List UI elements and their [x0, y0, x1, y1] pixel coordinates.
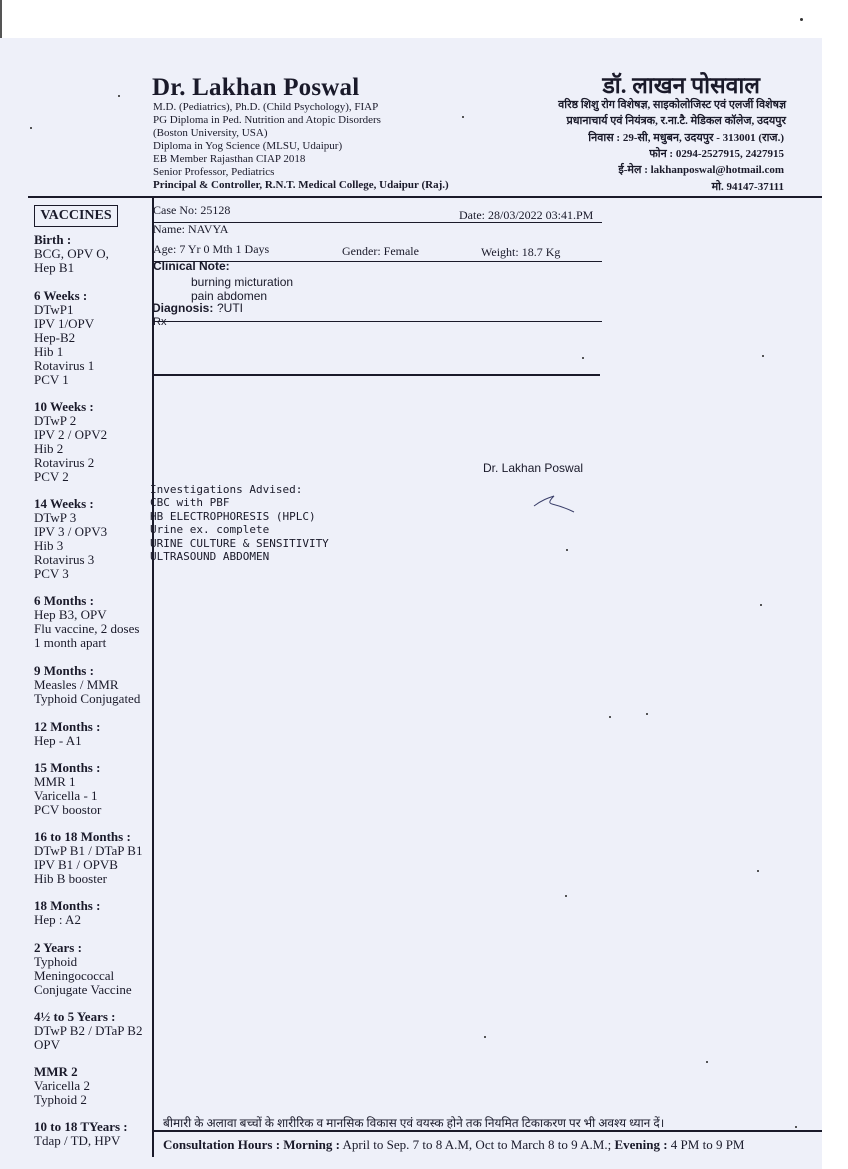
vaccine-item: IPV 2 / OPV2: [34, 427, 108, 442]
consultation-hours: [163, 1137, 745, 1153]
evening-hours: 4 PM to 9 PM: [670, 1137, 745, 1152]
vaccine-group-heading: 6 Months :: [34, 593, 94, 608]
vaccine-item: Hib 1: [34, 344, 64, 359]
vaccine-group-heading: 6 Weeks :: [34, 288, 88, 303]
doctor-name-english: Dr. Lakhan Poswal: [152, 74, 360, 101]
patient-gender: Gender: Female: [342, 244, 419, 258]
evening-label: Evening :: [614, 1137, 668, 1152]
vaccine-group: [34, 594, 139, 650]
qualification-line: EB Member Rajasthan CIAP 2018: [153, 153, 306, 165]
vaccine-item: 1 month apart: [34, 635, 107, 650]
vaccine-item: PCV boostor: [34, 802, 102, 817]
scan-speck: [757, 870, 759, 872]
vaccine-group: [34, 497, 107, 581]
vaccine-item: Hib B booster: [34, 871, 107, 886]
footer-hindi-note: बीमारी के अलावा बच्चों के शारीरिक व मानसिक विकास एवं वयस्क होने तक नियमित टिकाकरण पर भी अवश्य ध्यान दें।: [163, 1116, 665, 1130]
vaccine-item: Typhoid: [34, 954, 78, 969]
doctor-name-hindi: डॉ. लाखन पोसवाल: [602, 73, 760, 98]
vaccine-item: OPV: [34, 1037, 61, 1052]
hindi-letterhead-line: वरिष्ठ शिशु रोग विशेषज्ञ, साइकोलोजिस्ट एवं एलर्जी विशेषज्ञ: [558, 99, 786, 111]
vaccine-group-heading: Birth :: [34, 232, 72, 247]
vaccine-item: DTwP1: [34, 302, 74, 317]
scan-speck: [706, 1061, 708, 1063]
vaccine-group-heading: 10 Weeks :: [34, 399, 94, 414]
vaccine-group: [34, 830, 142, 886]
investigation-item: URINE CULTURE & SENSITIVITY: [150, 537, 329, 550]
diagnosis-label: Diagnosis:: [152, 301, 214, 315]
case-number: Case No: 25128: [153, 203, 231, 217]
vaccine-group: [34, 664, 140, 706]
clinical-note-line: burning micturation: [191, 275, 294, 289]
rx-bottom-rule: [152, 374, 600, 376]
qualification-line: Diploma in Yog Science (MLSU, Udaipur): [153, 140, 343, 152]
vaccine-group-heading: 18 Months :: [34, 898, 101, 913]
vaccine-item: Rotavirus 2: [34, 455, 95, 470]
scan-speck: [462, 116, 464, 118]
visit-date: Date: 28/03/2022 03:41.PM: [459, 208, 594, 222]
vaccine-item: DTwP B2 / DTaP B2: [34, 1023, 143, 1038]
investigation-item: Urine ex. complete: [150, 523, 270, 536]
scan-speck: [566, 549, 568, 551]
scan-speck: [646, 713, 648, 715]
vaccine-item: Varicella 2: [34, 1078, 90, 1093]
vaccine-group-heading: 9 Months :: [34, 663, 94, 678]
vaccine-item: Hep B1: [34, 260, 75, 275]
vaccine-group: [34, 761, 101, 817]
vaccine-group: [34, 941, 132, 997]
investigation-item: ULTRASOUND ABDOMEN: [150, 550, 270, 563]
vaccine-item: Hib 2: [34, 441, 64, 456]
vaccine-item: IPV 3 / OPV3: [34, 524, 108, 539]
vaccine-item: Tdap / TD, HPV: [34, 1133, 121, 1148]
vaccine-group: [34, 289, 94, 387]
qualification-line: (Boston University, USA): [153, 127, 268, 139]
vaccine-item: DTwP 2: [34, 413, 77, 428]
clinical-note-line: pain abdomen: [191, 289, 268, 303]
patient-weight: Weight: 18.7 Kg: [481, 245, 561, 259]
diagnosis-rule: [152, 321, 602, 322]
patient-name: Name: NAVYA: [153, 222, 229, 236]
scan-speck: [609, 716, 611, 718]
rx-symbol: Rx: [153, 316, 167, 328]
vaccine-item: Conjugate Vaccine: [34, 982, 132, 997]
clinical-note-label: Clinical Note:: [153, 259, 230, 273]
vaccine-item: DTwP 3: [34, 510, 77, 525]
vaccine-item: MMR 1: [34, 774, 76, 789]
scan-speck: [118, 95, 120, 97]
qualification-line: Senior Professor, Pediatrics: [153, 166, 275, 178]
hindi-letterhead-line: प्रधानाचार्य एवं नियंत्रक, र.ना.टै. मेडिकल कॉलेज, उदयपुर: [566, 115, 786, 127]
vaccine-group: [34, 720, 100, 748]
qualification-line: PG Diploma in Ped. Nutrition and Atopic Disorders: [153, 114, 381, 126]
vaccine-item: IPV B1 / OPVB: [34, 857, 118, 872]
hindi-address-line: निवास : 29-सी, मधुबन, उदयपुर - 313001 (राज.): [588, 132, 784, 144]
patient-age: Age: 7 Yr 0 Mth 1 Days: [153, 242, 270, 256]
vaccine-item: Rotavirus 3: [34, 552, 95, 567]
scan-speck: [30, 127, 32, 129]
signature-name: Dr. Lakhan Poswal: [483, 461, 584, 475]
investigation-item: HB ELECTROPHORESIS (HPLC): [150, 510, 316, 523]
vaccine-item: Hep B3, OPV: [34, 607, 107, 622]
vaccine-group-heading: 15 Months :: [34, 760, 101, 775]
vaccine-item: PCV 1: [34, 372, 69, 387]
vaccine-item: Varicella - 1: [34, 788, 98, 803]
morning-label: Morning :: [283, 1137, 340, 1152]
vaccine-group: [34, 233, 109, 275]
vaccine-group: [34, 899, 100, 927]
vaccine-group: [34, 1065, 90, 1107]
scan-speck: [795, 1126, 797, 1128]
qualification-line: M.D. (Pediatrics), Ph.D. (Child Psychology), FIAP: [153, 101, 379, 113]
hindi-phone-line: फोन : 0294-2527915, 2427915: [649, 148, 784, 160]
vaccine-group-heading: 16 to 18 Months :: [34, 829, 131, 844]
vaccine-group-heading: 4½ to 5 Years :: [34, 1009, 116, 1024]
scan-edge-mark: [0, 0, 2, 38]
vaccine-item: PCV 2: [34, 469, 69, 484]
vaccine-group-heading: MMR 2: [34, 1064, 78, 1079]
vaccine-group-heading: 14 Weeks :: [34, 496, 94, 511]
vaccine-group-heading: 10 to 18 TYears :: [34, 1119, 128, 1134]
vaccine-item: Flu vaccine, 2 doses: [34, 621, 140, 636]
vaccine-group: [34, 1120, 128, 1148]
scan-speck: [760, 604, 762, 606]
vaccine-item: IPV 1/OPV: [34, 316, 95, 331]
vaccine-item: Rotavirus 1: [34, 358, 95, 373]
vaccine-group-heading: 2 Years :: [34, 940, 82, 955]
hindi-mobile-line: मो. 94147-37111: [711, 181, 784, 193]
vaccine-item: Meningococcal: [34, 968, 115, 983]
vaccine-item: Hep-B2: [34, 330, 76, 345]
vaccine-item: Typhoid 2: [34, 1092, 87, 1107]
scan-speck: [800, 18, 803, 21]
vaccine-group: [34, 400, 107, 484]
consultation-hours-label: Consultation Hours :: [163, 1137, 281, 1152]
scan-speck: [565, 895, 567, 897]
vaccine-column-divider: [152, 197, 154, 1157]
vaccine-group: [34, 1010, 142, 1052]
vaccine-item: DTwP B1 / DTaP B1: [34, 843, 143, 858]
vaccine-item: Measles / MMR: [34, 677, 119, 692]
handwritten-signature: [532, 492, 580, 514]
vaccine-item: Hib 3: [34, 538, 64, 553]
vaccine-item: Hep : A2: [34, 912, 81, 927]
hindi-email-line: ई-मेल : lakhanposwal@hotmail.com: [618, 164, 784, 176]
scan-speck: [762, 355, 764, 357]
vaccine-item: BCG, OPV O,: [34, 246, 109, 261]
morning-hours: April to Sep. 7 to 8 A.M, Oct to March 8 to 9 A.M.;: [342, 1137, 612, 1152]
vaccine-item: PCV 3: [34, 566, 69, 581]
vaccine-group-heading: 12 Months :: [34, 719, 101, 734]
vaccine-item: Hep - A1: [34, 733, 82, 748]
scan-speck: [484, 1036, 486, 1038]
vaccines-title: VACCINES: [34, 205, 118, 227]
investigation-item: CBC with PBF: [150, 496, 230, 509]
diagnosis-value: ?UTI: [217, 301, 244, 315]
vaccine-item: Typhoid Conjugated: [34, 691, 141, 706]
scan-speck: [582, 357, 584, 359]
letterhead-divider: [28, 196, 822, 198]
investigations-label: Investigations Advised:: [150, 483, 303, 496]
designation: Principal & Controller, R.N.T. Medical College, Udaipur (Raj.): [153, 179, 449, 191]
